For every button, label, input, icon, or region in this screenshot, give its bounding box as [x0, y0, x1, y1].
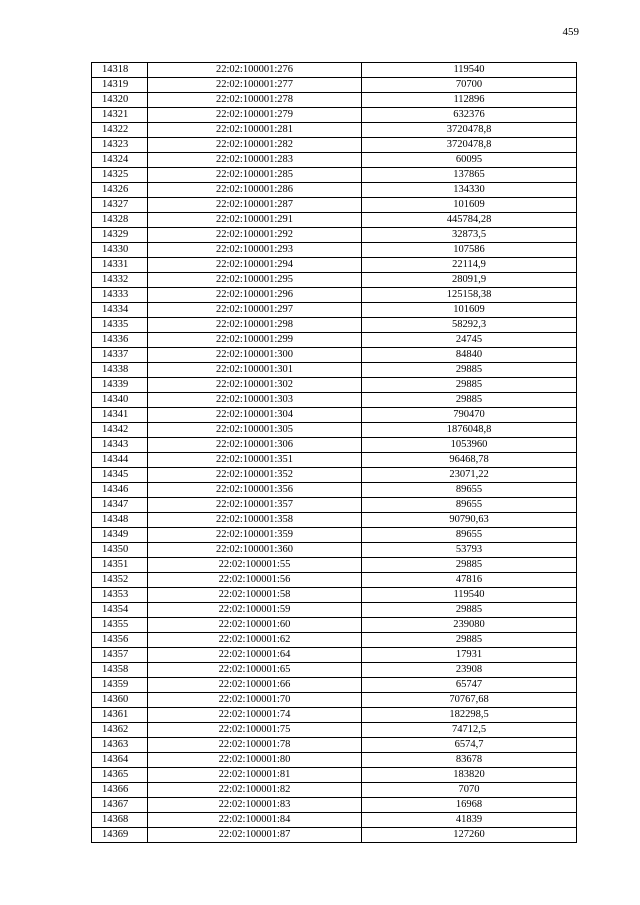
cadastral-number-cell: 22:02:100001:83 — [148, 798, 362, 813]
table-body — [92, 63, 577, 843]
value-cell: 134330 — [362, 183, 577, 198]
table-row — [92, 828, 577, 843]
value-cell: 89655 — [362, 483, 577, 498]
row-number-cell: 14327 — [92, 198, 148, 213]
table-row — [92, 228, 577, 243]
row-number-cell: 14321 — [92, 108, 148, 123]
cadastral-number-cell: 22:02:100001:55 — [148, 558, 362, 573]
value-cell: 239080 — [362, 618, 577, 633]
row-number-cell: 14323 — [92, 138, 148, 153]
table-row — [92, 168, 577, 183]
value-cell: 23071,22 — [362, 468, 577, 483]
table-row — [92, 483, 577, 498]
cadastral-number-cell: 22:02:100001:306 — [148, 438, 362, 453]
cadastral-number-cell: 22:02:100001:58 — [148, 588, 362, 603]
value-cell: 101609 — [362, 303, 577, 318]
value-cell: 58292,3 — [362, 318, 577, 333]
table-row — [92, 558, 577, 573]
table-row — [92, 318, 577, 333]
row-number-cell: 14350 — [92, 543, 148, 558]
row-number-cell: 14341 — [92, 408, 148, 423]
cadastral-number-cell: 22:02:100001:297 — [148, 303, 362, 318]
table-row — [92, 363, 577, 378]
cadastral-number-cell: 22:02:100001:87 — [148, 828, 362, 843]
value-cell: 41839 — [362, 813, 577, 828]
cadastral-number-cell: 22:02:100001:291 — [148, 213, 362, 228]
row-number-cell: 14345 — [92, 468, 148, 483]
row-number-cell: 14355 — [92, 618, 148, 633]
row-number-cell: 14331 — [92, 258, 148, 273]
table-row — [92, 198, 577, 213]
table-row — [92, 243, 577, 258]
cadastral-number-cell: 22:02:100001:277 — [148, 78, 362, 93]
value-cell: 96468,78 — [362, 453, 577, 468]
cadastral-number-cell: 22:02:100001:81 — [148, 768, 362, 783]
row-number-cell: 14349 — [92, 528, 148, 543]
value-cell: 89655 — [362, 498, 577, 513]
value-cell: 1053960 — [362, 438, 577, 453]
row-number-cell: 14335 — [92, 318, 148, 333]
cadastral-number-cell: 22:02:100001:59 — [148, 603, 362, 618]
value-cell: 182298,5 — [362, 708, 577, 723]
row-number-cell: 14340 — [92, 393, 148, 408]
row-number-cell: 14337 — [92, 348, 148, 363]
cadastral-number-cell: 22:02:100001:293 — [148, 243, 362, 258]
row-number-cell: 14344 — [92, 453, 148, 468]
table-row — [92, 753, 577, 768]
row-number-cell: 14343 — [92, 438, 148, 453]
row-number-cell: 14368 — [92, 813, 148, 828]
table-row — [92, 678, 577, 693]
table-row — [92, 93, 577, 108]
row-number-cell: 14358 — [92, 663, 148, 678]
value-cell: 65747 — [362, 678, 577, 693]
cadastral-number-cell: 22:02:100001:282 — [148, 138, 362, 153]
cadastral-number-cell: 22:02:100001:60 — [148, 618, 362, 633]
cadastral-number-cell: 22:02:100001:278 — [148, 93, 362, 108]
value-cell: 29885 — [362, 363, 577, 378]
table-row — [92, 258, 577, 273]
cadastral-number-cell: 22:02:100001:62 — [148, 633, 362, 648]
table-row — [92, 723, 577, 738]
row-number-cell: 14342 — [92, 423, 148, 438]
table-row — [92, 378, 577, 393]
row-number-cell: 14363 — [92, 738, 148, 753]
value-cell: 29885 — [362, 558, 577, 573]
row-number-cell: 14328 — [92, 213, 148, 228]
value-cell: 84840 — [362, 348, 577, 363]
cadastral-number-cell: 22:02:100001:300 — [148, 348, 362, 363]
table-row — [92, 693, 577, 708]
row-number-cell: 14364 — [92, 753, 148, 768]
cadastral-number-cell: 22:02:100001:358 — [148, 513, 362, 528]
cadastral-number-cell: 22:02:100001:352 — [148, 468, 362, 483]
table-row — [92, 813, 577, 828]
table-row — [92, 303, 577, 318]
value-cell: 7070 — [362, 783, 577, 798]
row-number-cell: 14365 — [92, 768, 148, 783]
table-row — [92, 783, 577, 798]
value-cell: 23908 — [362, 663, 577, 678]
table-row — [92, 288, 577, 303]
value-cell: 24745 — [362, 333, 577, 348]
table-row — [92, 123, 577, 138]
row-number-cell: 14322 — [92, 123, 148, 138]
value-cell: 632376 — [362, 108, 577, 123]
table-row — [92, 618, 577, 633]
cadastral-number-cell: 22:02:100001:360 — [148, 543, 362, 558]
table-row — [92, 333, 577, 348]
row-number-cell: 14367 — [92, 798, 148, 813]
row-number-cell: 14338 — [92, 363, 148, 378]
value-cell: 119540 — [362, 588, 577, 603]
value-cell: 70767,68 — [362, 693, 577, 708]
row-number-cell: 14357 — [92, 648, 148, 663]
row-number-cell: 14354 — [92, 603, 148, 618]
row-number-cell: 14329 — [92, 228, 148, 243]
table-row — [92, 423, 577, 438]
table-row — [92, 513, 577, 528]
row-number-cell: 14318 — [92, 63, 148, 78]
cadastral-number-cell: 22:02:100001:276 — [148, 63, 362, 78]
row-number-cell: 14336 — [92, 333, 148, 348]
table-row — [92, 738, 577, 753]
cadastral-number-cell: 22:02:100001:80 — [148, 753, 362, 768]
value-cell: 90790,63 — [362, 513, 577, 528]
value-cell: 101609 — [362, 198, 577, 213]
cadastral-number-cell: 22:02:100001:84 — [148, 813, 362, 828]
table-row — [92, 468, 577, 483]
cadastral-number-cell: 22:02:100001:75 — [148, 723, 362, 738]
row-number-cell: 14360 — [92, 693, 148, 708]
cadastral-number-cell: 22:02:100001:302 — [148, 378, 362, 393]
row-number-cell: 14352 — [92, 573, 148, 588]
value-cell: 119540 — [362, 63, 577, 78]
row-number-cell: 14369 — [92, 828, 148, 843]
row-number-cell: 14320 — [92, 93, 148, 108]
row-number-cell: 14319 — [92, 78, 148, 93]
row-number-cell: 14325 — [92, 168, 148, 183]
value-cell: 89655 — [362, 528, 577, 543]
table-row — [92, 408, 577, 423]
value-cell: 6574,7 — [362, 738, 577, 753]
table-row — [92, 213, 577, 228]
row-number-cell: 14333 — [92, 288, 148, 303]
row-number-cell: 14324 — [92, 153, 148, 168]
value-cell: 3720478,8 — [362, 123, 577, 138]
value-cell: 137865 — [362, 168, 577, 183]
table-row — [92, 348, 577, 363]
cadastral-number-cell: 22:02:100001:82 — [148, 783, 362, 798]
cadastral-number-cell: 22:02:100001:64 — [148, 648, 362, 663]
page-number: 459 — [562, 26, 579, 38]
cadastral-number-cell: 22:02:100001:286 — [148, 183, 362, 198]
table-row — [92, 633, 577, 648]
row-number-cell: 14347 — [92, 498, 148, 513]
table-row — [92, 453, 577, 468]
row-number-cell: 14334 — [92, 303, 148, 318]
table-row — [92, 153, 577, 168]
value-cell: 70700 — [362, 78, 577, 93]
row-number-cell: 14359 — [92, 678, 148, 693]
value-cell: 183820 — [362, 768, 577, 783]
table-row — [92, 588, 577, 603]
table-row — [92, 63, 577, 78]
value-cell: 22114,9 — [362, 258, 577, 273]
row-number-cell: 14348 — [92, 513, 148, 528]
cadastral-number-cell: 22:02:100001:298 — [148, 318, 362, 333]
value-cell: 17931 — [362, 648, 577, 663]
cadastral-number-cell: 22:02:100001:303 — [148, 393, 362, 408]
value-cell: 47816 — [362, 573, 577, 588]
table-row — [92, 78, 577, 93]
row-number-cell: 14351 — [92, 558, 148, 573]
row-number-cell: 14362 — [92, 723, 148, 738]
value-cell: 60095 — [362, 153, 577, 168]
cadastral-value-table — [91, 62, 577, 843]
cadastral-number-cell: 22:02:100001:359 — [148, 528, 362, 543]
table-row — [92, 183, 577, 198]
table-row — [92, 708, 577, 723]
row-number-cell: 14330 — [92, 243, 148, 258]
table-row — [92, 528, 577, 543]
cadastral-number-cell: 22:02:100001:281 — [148, 123, 362, 138]
cadastral-number-cell: 22:02:100001:294 — [148, 258, 362, 273]
table-row — [92, 573, 577, 588]
value-cell: 28091,9 — [362, 273, 577, 288]
value-cell: 127260 — [362, 828, 577, 843]
value-cell: 53793 — [362, 543, 577, 558]
value-cell: 74712,5 — [362, 723, 577, 738]
cadastral-number-cell: 22:02:100001:285 — [148, 168, 362, 183]
cadastral-number-cell: 22:02:100001:299 — [148, 333, 362, 348]
cadastral-number-cell: 22:02:100001:292 — [148, 228, 362, 243]
value-cell: 790470 — [362, 408, 577, 423]
table-row — [92, 603, 577, 618]
value-cell: 125158,38 — [362, 288, 577, 303]
table-row — [92, 798, 577, 813]
row-number-cell: 14346 — [92, 483, 148, 498]
table-row — [92, 498, 577, 513]
row-number-cell: 14366 — [92, 783, 148, 798]
cadastral-number-cell: 22:02:100001:296 — [148, 288, 362, 303]
cadastral-number-cell: 22:02:100001:56 — [148, 573, 362, 588]
cadastral-number-cell: 22:02:100001:351 — [148, 453, 362, 468]
cadastral-number-cell: 22:02:100001:304 — [148, 408, 362, 423]
cadastral-number-cell: 22:02:100001:287 — [148, 198, 362, 213]
value-cell: 3720478,8 — [362, 138, 577, 153]
table-row — [92, 543, 577, 558]
value-cell: 1876048,8 — [362, 423, 577, 438]
value-cell: 83678 — [362, 753, 577, 768]
value-cell: 445784,28 — [362, 213, 577, 228]
table-row — [92, 663, 577, 678]
value-cell: 29885 — [362, 378, 577, 393]
cadastral-number-cell: 22:02:100001:78 — [148, 738, 362, 753]
table-row — [92, 393, 577, 408]
value-cell: 16968 — [362, 798, 577, 813]
cadastral-number-cell: 22:02:100001:301 — [148, 363, 362, 378]
row-number-cell: 14356 — [92, 633, 148, 648]
table-row — [92, 138, 577, 153]
value-cell: 112896 — [362, 93, 577, 108]
value-cell: 32873,5 — [362, 228, 577, 243]
cadastral-number-cell: 22:02:100001:356 — [148, 483, 362, 498]
row-number-cell: 14353 — [92, 588, 148, 603]
row-number-cell: 14332 — [92, 273, 148, 288]
value-cell: 29885 — [362, 393, 577, 408]
row-number-cell: 14339 — [92, 378, 148, 393]
cadastral-number-cell: 22:02:100001:283 — [148, 153, 362, 168]
row-number-cell: 14361 — [92, 708, 148, 723]
table-row — [92, 438, 577, 453]
cadastral-number-cell: 22:02:100001:295 — [148, 273, 362, 288]
table-row — [92, 648, 577, 663]
cadastral-number-cell: 22:02:100001:65 — [148, 663, 362, 678]
value-cell: 29885 — [362, 603, 577, 618]
value-cell: 107586 — [362, 243, 577, 258]
cadastral-number-cell: 22:02:100001:70 — [148, 693, 362, 708]
cadastral-number-cell: 22:02:100001:66 — [148, 678, 362, 693]
cadastral-number-cell: 22:02:100001:74 — [148, 708, 362, 723]
cadastral-number-cell: 22:02:100001:279 — [148, 108, 362, 123]
cadastral-number-cell: 22:02:100001:357 — [148, 498, 362, 513]
row-number-cell: 14326 — [92, 183, 148, 198]
table-row — [92, 108, 577, 123]
table-row — [92, 768, 577, 783]
cadastral-number-cell: 22:02:100001:305 — [148, 423, 362, 438]
table-row — [92, 273, 577, 288]
value-cell: 29885 — [362, 633, 577, 648]
